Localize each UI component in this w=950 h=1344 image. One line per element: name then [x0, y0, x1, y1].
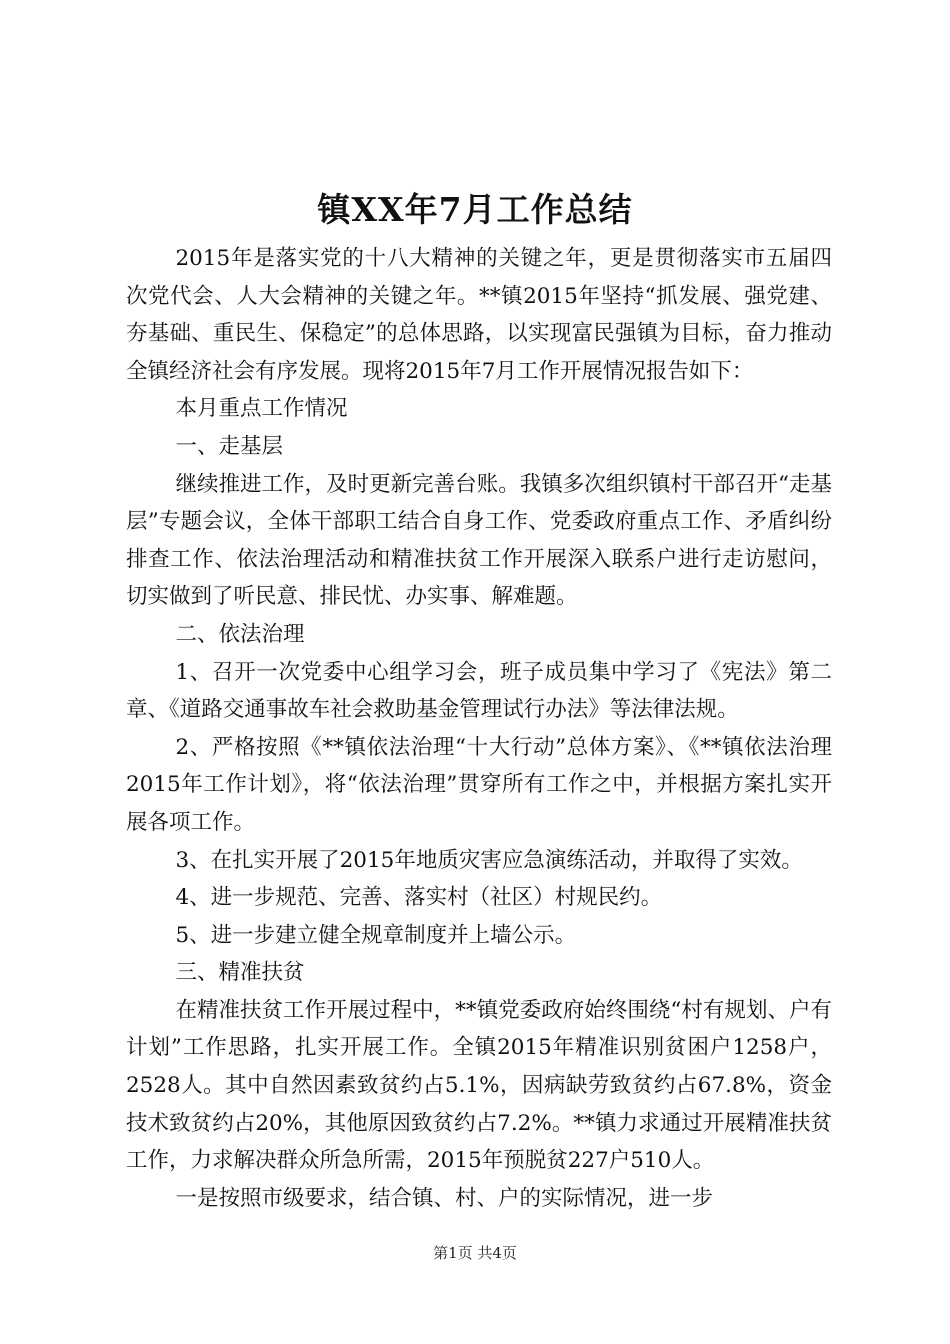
list-item: 5、进一步建立健全规章制度并上墙公示。 [175, 922, 577, 948]
list-item: 1、召开一次党委中心组学习会，班子成员集中学习了《宪法》第二章、《道路交通事故车社会救助基金管理试行办法》等法律法规。 [126, 659, 832, 723]
paragraph: 在精准扶贫工作开展过程中，**镇党委政府始终围绕“村有规划、户有计划”工作思路，扎实开展工作。全镇2015年精准识别贫困户1258户，2528人。其中自然因素致贫约占5.1%，因病缺劳致贫约占67.8%，资金技术致贫约占20%，其他原因致贫约占7.2%。**镇力求通过开展精准扶贫工作，力求解决群众所急所需，2015年预脱贫227户510人。 [126, 997, 832, 1174]
page-footer [0, 1243, 950, 1263]
document-title: 镇XX年7月工作总结 [317, 190, 633, 229]
paragraph: 一是按照市级要求，结合镇、村、户的实际情况，进一步 [175, 1185, 713, 1211]
section-heading-1: 一、走基层 [175, 433, 283, 459]
paragraph: 继续推进工作，及时更新完善台账。我镇多次组织镇村干部召开“走基层”专题会议，全体干部职工结合自身工作、党委政府重点工作、矛盾纠纷排查工作、依法治理活动和精准扶贫工作开展深入联系户进行走访慰问，切实做到了听民意、排民忧、办实事、解难题。 [126, 471, 832, 610]
section-heading-3: 三、精准扶贫 [175, 960, 305, 986]
section-heading-overview: 本月重点工作情况 [175, 396, 348, 422]
list-item: 4、进一步规范、完善、落实村（社区）村规民约。 [175, 885, 663, 911]
list-item: 3、在扎实开展了2015年地质灾害应急演练活动，并取得了实效。 [175, 847, 803, 873]
list-item: 2、严格按照《**镇依法治理“十大行动”总体方案》、《**镇依法治理2015年工作计划》，将“依法治理”贯穿所有工作之中，并根据方案扎实开展各项工作。 [126, 734, 832, 835]
paragraph-intro: 2015年是落实党的十八大精神的关键之年，更是贯彻落实市五届四次党代会、人大会精神的关键之年。**镇2015年坚持“抓发展、强党建、夯基础、重民生、保稳定”的总体思路，以实现富民强镇为目标，奋力推动全镇经济社会有序发展。现将2015年7月工作开展情况报告如下： [126, 246, 832, 384]
page-indicator: 第1页 共4页 [433, 1244, 517, 1262]
section-heading-2: 二、依法治理 [175, 621, 305, 647]
document-body [126, 240, 832, 1217]
